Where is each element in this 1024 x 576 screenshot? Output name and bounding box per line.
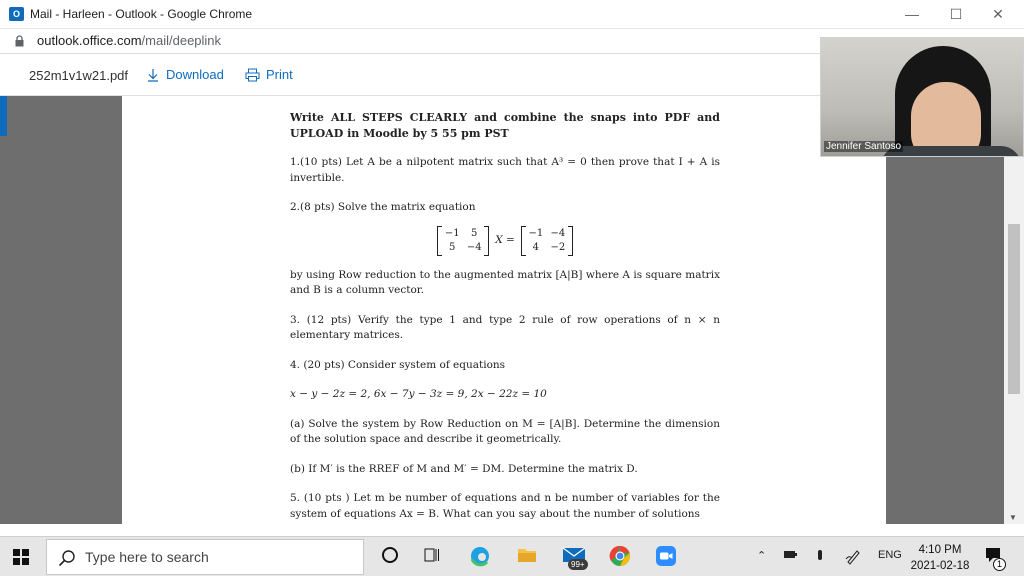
url-path: /mail/deeplink xyxy=(141,33,222,48)
taskbar-clock[interactable] xyxy=(908,542,972,574)
question-2: 2.(8 pts) Solve the matrix equation xyxy=(290,201,476,213)
matrix-a-cell: 5 xyxy=(449,241,456,253)
download-icon xyxy=(146,68,160,82)
download-label: Download xyxy=(166,67,224,82)
question-2-continued: by using Row reduction to the augmented matrix [A|B] where A is square matrix and B is a column vector. xyxy=(290,268,720,296)
network-icon[interactable] xyxy=(783,549,799,564)
system-of-equations: x − y − 2z = 2, 6x − 7y − 3z = 9, 2x − 22z = 10 xyxy=(290,388,547,400)
matrix-x-label: X = xyxy=(495,233,515,246)
pen-icon[interactable] xyxy=(845,549,861,568)
minimize-button[interactable]: — xyxy=(905,6,919,22)
window-title: Mail - Harleen - Outlook - Google Chrome xyxy=(30,7,253,21)
question-1: 1.(10 pts) Let A be a nilpotent matrix such that A³ = 0 then prove that I + A is invertible. xyxy=(290,156,720,184)
taskbar-search-box[interactable] xyxy=(46,539,364,575)
pdf-page xyxy=(122,96,886,524)
matrix-equation xyxy=(290,226,720,256)
zoom-icon[interactable] xyxy=(654,545,678,569)
task-view-icon[interactable] xyxy=(420,545,444,569)
show-hidden-icons-icon[interactable]: ⌃ xyxy=(757,550,767,562)
matrix-b-cell: −4 xyxy=(550,227,566,239)
download-button[interactable] xyxy=(146,67,224,82)
mail-unread-badge: 99+ xyxy=(568,559,588,570)
question-4a: (a) Solve the system by Row Reduction on M = [A|B]. Determine the dimension of the solution space and describe it geometrically. xyxy=(290,417,720,445)
taskbar-search-input[interactable] xyxy=(85,549,345,565)
browser-title-bar xyxy=(0,0,1024,29)
matrix-a-cell: −1 xyxy=(444,227,460,239)
question-4: 4. (20 pts) Consider system of equations xyxy=(290,358,506,371)
windows-taskbar xyxy=(0,536,1024,576)
matrix-b xyxy=(521,226,573,256)
question-4b: (b) If M′ is the RREF of M and M′ = DM. Determine the matrix D. xyxy=(290,462,638,475)
cortana-icon[interactable] xyxy=(378,545,402,569)
windows-start-icon[interactable] xyxy=(13,549,29,565)
selection-accent xyxy=(0,96,7,136)
url-text[interactable] xyxy=(37,33,221,48)
url-host: outlook.office.com xyxy=(37,33,142,48)
question-3: 3. (12 pts) Verify the type 1 and type 2 rule of row operations of n × n elementary matrices. xyxy=(290,313,720,341)
maximize-button[interactable]: ☐ xyxy=(949,6,963,22)
print-label: Print xyxy=(266,67,293,82)
document-body xyxy=(290,110,720,524)
outlook-icon: O xyxy=(9,7,24,21)
lock-icon xyxy=(15,35,24,47)
close-button[interactable]: ✕ xyxy=(992,6,1004,22)
notification-count-badge: 1 xyxy=(993,558,1006,571)
clock-time: 4:10 PM xyxy=(918,544,962,556)
matrix-a-cell: 5 xyxy=(471,227,478,239)
search-icon xyxy=(58,549,76,567)
participant-name: Jennifer Santoso xyxy=(826,141,902,152)
clock-date: 2021-02-18 xyxy=(910,560,970,572)
print-button[interactable] xyxy=(245,67,293,82)
edge-icon[interactable] xyxy=(468,545,492,569)
scrollbar-thumb[interactable] xyxy=(1008,224,1020,394)
chrome-icon[interactable] xyxy=(608,545,632,569)
matrix-b-cell: −1 xyxy=(528,227,544,239)
video-call-overlay[interactable] xyxy=(820,37,1024,157)
microphone-icon[interactable] xyxy=(816,549,824,566)
matrix-a-cell: −4 xyxy=(466,241,482,253)
document-viewport[interactable] xyxy=(0,96,1004,524)
matrix-b-cell: 4 xyxy=(532,241,539,253)
file-explorer-icon[interactable] xyxy=(515,545,539,569)
attachment-filename: 252m1v1w21.pdf xyxy=(29,68,129,83)
matrix-b-cell: −2 xyxy=(550,241,566,253)
scroll-down-arrow-icon[interactable]: ▼ xyxy=(1009,513,1017,522)
question-5: 5. (10 pts ) Let m be number of equations and n be number of variables for the system of equations Ax = B. What can you say about the number of solutions xyxy=(290,492,720,520)
printer-icon xyxy=(245,68,260,82)
document-heading: Write ALL STEPS CLEARLY and combine the snaps into PDF and UPLOAD in Moodle by 5 55 pm PST xyxy=(290,111,720,140)
matrix-a xyxy=(437,226,489,256)
language-indicator[interactable]: ENG xyxy=(878,549,902,561)
vertical-scrollbar[interactable] xyxy=(1004,96,1024,524)
